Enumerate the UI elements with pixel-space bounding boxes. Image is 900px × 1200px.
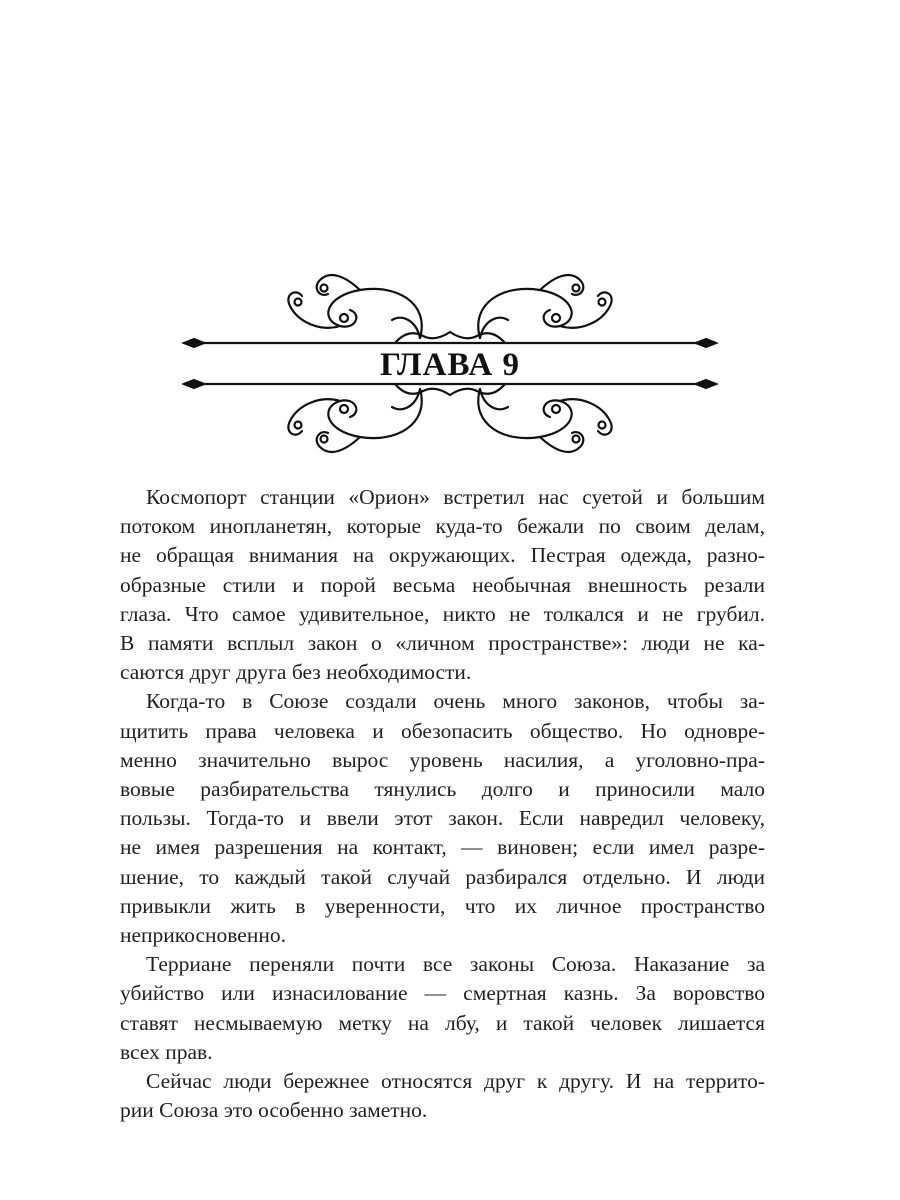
text-line: менно значительно вырос уровень насилия, а уголовно-пра-	[120, 747, 765, 772]
paragraph	[120, 483, 765, 687]
text-line: саются друг друга без необходимости.	[120, 660, 472, 685]
paragraph	[120, 1067, 765, 1125]
text-line: убийство или изнасилование — смертная казнь. За воровство	[120, 981, 765, 1006]
text-line: потоком инопланетян, которые куда-то бежали по своим делам,	[120, 514, 765, 539]
paragraph	[120, 950, 765, 1067]
text-line: глаза. Что самое удивительное, никто не толкался и не грубил.	[120, 601, 765, 626]
text-line: не имея разрешения на контакт, — виновен; если имел разре-	[120, 835, 765, 860]
text-line: вовые разбирательства тянулись долго и приносили мало	[120, 777, 765, 802]
chapter-title: ГЛАВА 9	[380, 347, 520, 383]
chapter-body	[120, 483, 765, 1125]
text-line: пользы. Тогда-то и ввели этот закон. Если навредил человеку,	[120, 806, 765, 831]
text-line: Когда-то в Союзе создали очень много законов, чтобы за-	[146, 689, 765, 714]
text-line: Терриане переняли почти все законы Союза. Наказание за	[146, 952, 765, 977]
paragraph	[120, 687, 765, 950]
text-line: В памяти всплыл закон о «личном пространстве»: люди не ка-	[120, 631, 765, 656]
text-line: рии Союза это особенно заметно.	[120, 1098, 428, 1123]
text-line: шение, то каждый такой случай разбирался отдельно. И люди	[120, 864, 765, 889]
text-line: ставят несмываемую метку на лбу, и такой человек лишается	[120, 1010, 765, 1035]
text-line: всех прав.	[120, 1039, 213, 1064]
text-line: образные стили и порой весьма необычная внешность резали	[120, 572, 765, 597]
text-line: Сейчас люди бережнее относятся друг к другу. И на террито-	[146, 1069, 765, 1094]
text-line: Космопорт станции «Орион» встретил нас суетой и большим	[146, 485, 765, 509]
text-line: не обращая внимания на окружающих. Пестрая одежда, разно-	[120, 543, 765, 568]
text-line: неприкосновенно.	[120, 923, 286, 948]
text-line: щитить права человека и обезопасить общество. Но одновре-	[120, 718, 765, 743]
text-line: привыкли жить в уверенности, что их личное пространство	[120, 893, 765, 918]
